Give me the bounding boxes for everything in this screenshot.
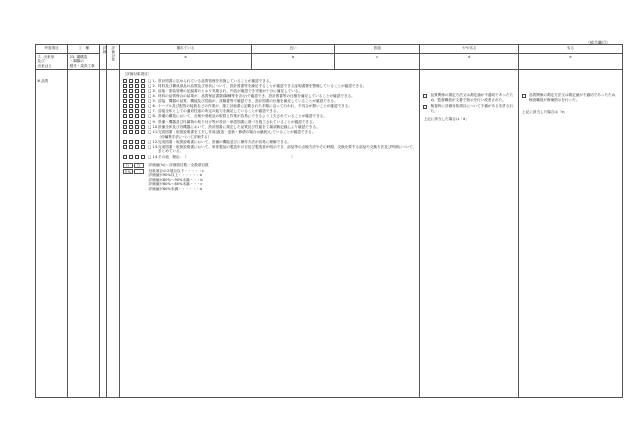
criteria-checkboxes [123, 140, 147, 144]
criteria-text: （仲編集手法について評価する） [157, 134, 212, 139]
criteria-checkbox[interactable] [123, 94, 128, 98]
criteria-number: □ 3. [148, 89, 156, 94]
criteria-checkbox[interactable] [135, 104, 140, 108]
eval-target-empty-cell [106, 70, 119, 398]
document-label: （総合職目） [586, 40, 610, 45]
criteria-checkbox[interactable] [141, 155, 146, 159]
criteria-checkbox[interactable] [141, 104, 146, 108]
criteria-checkbox[interactable] [141, 140, 146, 144]
criteria-checkbox[interactable] [123, 155, 128, 159]
criteria-checkboxes [123, 145, 147, 149]
grade-letter-a: a [119, 54, 252, 70]
grade-letter-c: c [334, 54, 420, 70]
criteria-text: 設計図書に定められている品質管理を実施していることが確認できる。 [158, 78, 274, 83]
type-empty-cell [68, 70, 100, 398]
calc-area [123, 163, 417, 191]
criteria-item [123, 135, 417, 139]
criteria-checkbox[interactable] [135, 120, 140, 124]
criteria-checkboxes [123, 125, 147, 129]
criteria-number: □ 12. [148, 139, 159, 144]
criteria-checkbox[interactable] [141, 89, 146, 93]
calc-cell-4 [134, 169, 144, 174]
criteria-checkbox[interactable] [129, 155, 134, 159]
grade-e-cell [519, 70, 623, 398]
grade-label-e: 劣る [519, 45, 623, 54]
criteria-text: ケーブル及び配管の接続などの作業が、施工計画書に記載された手順に沿って行われ、不具合が無いことが確認できる。 [158, 104, 352, 109]
grade-letter-b: b [252, 54, 334, 70]
calc-cell-3: ０% [124, 170, 131, 174]
criteria-text: 溶接、機器の品質、機能及び性能が、試験書等で確認でき、設計図書の仕様を満足していることが確認できる。 [158, 99, 338, 104]
criteria-text: 設備・機器及び付属物の取り付け等が設計・承認図書に基づき施工されていることが確認できる。 [158, 119, 317, 124]
criteria-checkbox[interactable] [141, 99, 146, 103]
checkbox[interactable] [522, 94, 526, 98]
grade-e-summary: 上記に該当した場合は「e」 [522, 110, 568, 115]
criteria-number: □ 13. [148, 144, 159, 149]
criteria-checkbox[interactable] [129, 109, 134, 113]
criteria-checkbox[interactable] [123, 130, 128, 134]
criteria-checkbox[interactable] [129, 140, 134, 144]
criteria-checkbox[interactable] [123, 99, 128, 103]
criteria-checkbox[interactable] [141, 145, 146, 149]
criteria-checkbox[interactable] [123, 120, 128, 124]
criteria-checkbox[interactable] [135, 99, 140, 103]
criteria-checkbox[interactable] [129, 114, 134, 118]
criteria-checkbox[interactable] [135, 140, 140, 144]
grade-label-c: 普通 [334, 45, 420, 54]
criteria-checkboxes [123, 84, 147, 88]
criteria-checkbox[interactable] [129, 130, 134, 134]
criteria-number: □ 1. [148, 78, 156, 83]
criteria-text: 材料の品質保合の結果が、品質保証書類(鋼種等を含む)で確認でき、設計図書等の仕様を満足していることが確認できる。 [158, 94, 355, 99]
criteria-list [123, 79, 417, 159]
calc-line: 評価値が60%未満・・・・・・d [148, 186, 202, 191]
grade-d-note-1: 品質関係の測定方法又は測定値が不適切であったため、監督職員が文書で指示を行い改善された。 [423, 93, 515, 102]
criteria-text: 設備の構造において、点検や消耗品の取替え作業が容易にできるよう工夫されていることが確認できる。 [158, 114, 327, 119]
criteria-item [123, 140, 417, 144]
criteria-checkbox[interactable] [141, 84, 146, 88]
criteria-checkbox[interactable] [135, 155, 140, 159]
criteria-checkbox[interactable] [141, 114, 146, 118]
criteria-checkbox[interactable] [129, 94, 134, 98]
criteria-number: □ 6. [148, 104, 156, 109]
calc-cell-2: ０ [134, 163, 144, 168]
criteria-item [123, 89, 417, 93]
criteria-checkboxes [123, 109, 147, 113]
criteria-checkbox[interactable] [141, 125, 146, 129]
criteria-text: 溶接・塗装管理の記録書のとおり実施され、内容が確認でき実施が十分に満足している。 [158, 89, 302, 94]
criteria-item [123, 130, 417, 134]
criteria-item [123, 120, 417, 124]
grade-letter-d: d [420, 54, 519, 70]
calc-line: 評価値が90%以上・・・・・・a [148, 173, 202, 178]
grade-e-note-1: 品質関係の測定方法又は測定値が不適切であったため、検査職員が修補指示を行った。 [522, 93, 619, 102]
criteria-checkbox[interactable] [129, 120, 134, 124]
criteria-item [123, 145, 417, 154]
criteria-checkboxes [123, 99, 147, 103]
criteria-number: □ 11. [148, 129, 159, 134]
criteria-checkbox[interactable] [123, 84, 128, 88]
criteria-checkbox[interactable] [123, 79, 128, 83]
criteria-number: □ 14. [148, 154, 159, 159]
criteria-checkbox[interactable] [141, 130, 146, 134]
criteria-item [123, 94, 417, 98]
grade-label-a: 優れている [119, 45, 252, 54]
criteria-item [123, 114, 417, 118]
criteria-checkbox[interactable] [135, 84, 140, 88]
criteria-cell [119, 70, 420, 398]
criteria-number: □ 7. [148, 109, 156, 114]
criteria-checkbox[interactable] [129, 145, 134, 149]
criteria-item [123, 79, 417, 83]
criteria-checkbox[interactable] [141, 79, 146, 83]
criteria-checkboxes [123, 130, 147, 134]
criteria-checkbox[interactable] [141, 120, 146, 124]
criteria-number: □ 9. [148, 119, 156, 124]
item-cell: ３. 出来形 及び 出来ばえ [36, 54, 68, 70]
criteria-checkbox[interactable] [135, 79, 140, 83]
checkbox[interactable] [423, 94, 427, 98]
criteria-checkbox[interactable] [123, 140, 128, 144]
calc-lines [149, 163, 209, 191]
criteria-checkbox[interactable] [135, 130, 140, 134]
criteria-text: 完成図書・取扱説明書を工夫し作成(改造・更新・修繕の場合は継続)していることが確認できる。 [158, 129, 316, 134]
criteria-text: 完成図書・取扱説明書において、単体製品の製造年月日及び製造者が明示でき、部品等の点検方法やその時期、交換を要する部品や交換方法及び時期について、まとめている。 [158, 144, 417, 154]
criteria-item [123, 155, 417, 159]
criteria-checkbox[interactable] [135, 109, 140, 113]
criteria-checkboxes [123, 155, 147, 159]
criteria-checkbox[interactable] [129, 84, 134, 88]
criteria-number: □ 2. [148, 84, 156, 89]
sub-label-cell: Ⅲ.品質 [36, 70, 68, 398]
criteria-checkbox[interactable] [123, 145, 128, 149]
header-row [36, 45, 623, 54]
criteria-checkboxes [123, 79, 147, 83]
grade-d-summary: 上記に該当した場合は「d」 [423, 117, 469, 122]
calc-cells [123, 163, 144, 191]
criteria-number: □ 10. [148, 124, 159, 129]
criteria-text: 材料及び構成部品の品質及び形状について、設計図書等を満足することが確認できる証明書類を整備していることが確認できる。 [158, 84, 367, 89]
calc-line: 評価値が60%～80%未満・・・c [148, 182, 203, 187]
calc-line: 評価値(%)＝評価項目数／全数項目数 [148, 163, 209, 167]
letter-row [36, 54, 623, 70]
criteria-checkbox[interactable] [135, 125, 140, 129]
criteria-checkbox[interactable] [129, 89, 134, 93]
header-eval-target: 評価対象 [106, 45, 119, 70]
criteria-checkbox[interactable] [123, 104, 128, 108]
criteria-checkboxes [123, 104, 147, 108]
criteria-section-title: ［評価対象項目］ [122, 72, 152, 77]
criteria-checkboxes [123, 94, 147, 98]
criteria-checkbox[interactable] [135, 114, 140, 118]
criteria-checkbox[interactable] [135, 89, 140, 93]
criteria-checkboxes [123, 120, 147, 124]
criteria-checkbox[interactable] [123, 109, 128, 113]
evaluation-table [35, 44, 623, 398]
criteria-checkbox[interactable] [129, 125, 134, 129]
criteria-number: □ 8. [148, 114, 156, 119]
criteria-text: 完成図書・取扱説明書において、設備の機能並びに操作方法が容易に理解できる。 [158, 139, 291, 144]
criteria-checkboxes [123, 89, 147, 93]
grade-label-d: やや劣る [420, 45, 519, 54]
criteria-checkbox[interactable] [123, 89, 128, 93]
header-item: 考査項目 [36, 45, 68, 54]
criteria-number: □ 4. [148, 94, 156, 99]
grade-letter-e: e [519, 54, 623, 70]
grade-label-b: 良い [252, 45, 334, 54]
criteria-checkbox[interactable] [123, 114, 128, 118]
criteria-checkbox[interactable] [129, 99, 134, 103]
header-eval: 評価 [100, 45, 106, 70]
grade-d-note-2: 検査時に評価対象項目について不備があるを許された。 [423, 104, 515, 113]
calc-line: 評価値が80%～90%未満・・・b [148, 177, 203, 182]
criteria-text: 溶接全体としての適切性途の所定の能力を満足していることが確認できる。 [158, 109, 281, 114]
criteria-checkbox[interactable] [123, 125, 128, 129]
body-row [36, 70, 623, 398]
criteria-number: □ 5. [148, 99, 156, 104]
criteria-checkbox[interactable] [135, 94, 140, 98]
type-cell: 23. 鋼構造 ・鋼橋の 製作・架設工事 [68, 54, 100, 70]
criteria-text: 設備全体及び各機器において、設計図書に規定した品質及び性能を工場試験記録により確認できる。 [158, 124, 320, 129]
criteria-checkbox[interactable] [129, 104, 134, 108]
criteria-checkbox[interactable] [141, 109, 146, 113]
criteria-text: その他 理由：（ ） [158, 154, 295, 159]
checkbox[interactable] [423, 105, 427, 109]
criteria-checkboxes [123, 114, 147, 118]
calc-cell-1: ０ [123, 163, 133, 168]
grade-d-cell [420, 70, 519, 398]
criteria-checkbox[interactable] [141, 94, 146, 98]
calc-line: 対象項目の②項目以下・・・・・c [148, 168, 205, 173]
criteria-item [123, 125, 417, 129]
header-type: 工 種 [68, 45, 100, 54]
criteria-checkbox[interactable] [135, 145, 140, 149]
criteria-item [123, 84, 417, 88]
criteria-checkbox[interactable] [129, 79, 134, 83]
